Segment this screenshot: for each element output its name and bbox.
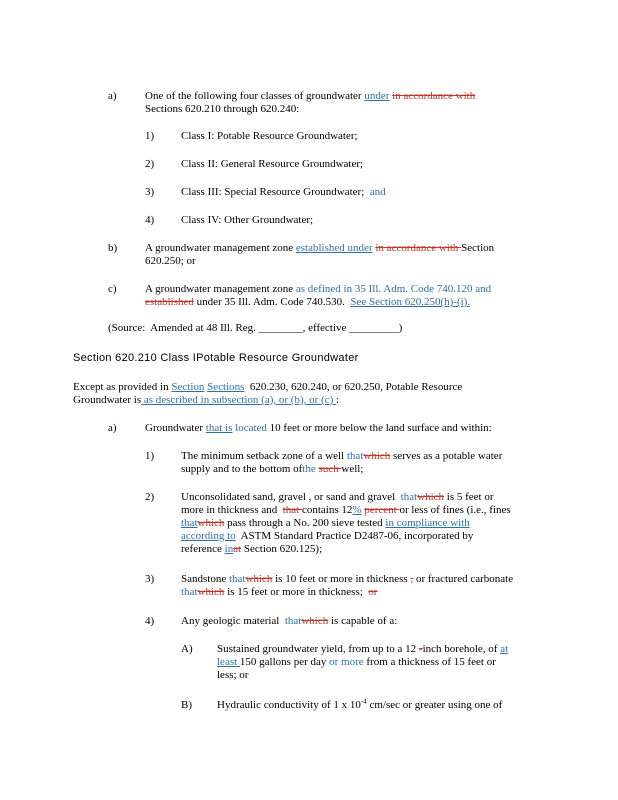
list-num: 3) [145,186,155,198]
section-heading [73,352,359,365]
deleted-text: that [282,504,302,516]
blank: _________ [349,322,399,334]
blank: ________ [258,322,303,334]
inserted-text: that is [205,422,233,434]
text: is capable of a: [328,615,398,627]
item-a-line2: Sections 620.210 through 620.240: [145,103,300,115]
text: ASTM Standard Practice D2487-06, incorporated by [235,530,474,542]
list-item-line [217,699,502,712]
text: A groundwater management zone [145,242,296,254]
inserted-text: that [400,491,418,503]
list-num: 1) [145,450,155,462]
inserted-text: as defined in 35 Ill. Adm. Code 740.120 and [295,283,492,295]
text: Class III: Special Resource Groundwater; [181,186,365,198]
inserted-text: and [364,186,386,198]
deleted-text: at [233,543,242,555]
heading-text: Section 620.210 Class I [73,352,197,364]
inserted-text: under [364,90,390,102]
text: contains 12 [301,504,353,516]
text: Groundwater [145,422,206,434]
text: 150 gallons per day [239,656,330,668]
text: or less of fines (i.e., fines [399,504,511,516]
text: inch borehole, of [422,643,501,655]
inserted-text: at [500,643,509,655]
inserted-link[interactable]: See Section 620.250(h)-(i). [350,296,471,308]
text: Sandstone [181,573,229,585]
inserted-text: that [346,450,364,462]
deleted-text: percent [364,504,400,516]
inserted-text: Section [171,381,205,393]
list-item-line [181,463,363,476]
text: 620.230, 620.240, or 620.250, Potable Resource [244,381,463,393]
inserted-text: Sections [207,381,245,393]
inserted-text: that [181,517,198,529]
list-item-line [181,504,511,517]
inserted-text: or more [329,656,364,668]
text: cm/sec or greater using one of [366,699,503,711]
list-item-line [217,656,496,669]
list-num: 2) [145,158,155,170]
inserted-text: least [217,656,240,668]
text: (Source: Amended at 48 Ill. Reg. [108,322,259,334]
text: reference [181,543,225,555]
list-item-line [181,450,502,463]
inserted-text: located [235,422,267,434]
deleted-text: in accordance with [392,90,476,102]
text: more in thickness and [181,504,283,516]
inserted-text: according to [181,530,236,542]
text: Section [461,242,495,254]
list-item-line [217,643,508,656]
deleted-text: such [318,463,342,475]
inserted-text: the [302,463,316,475]
text: The minimum setback zone of a well [181,450,347,462]
text: One of the following four classes of groundwater [145,90,365,102]
text: ) [398,322,403,334]
list-num: 2) [145,491,155,503]
deleted-text: established [145,296,194,308]
text: 10 feet or more below the land surface and within: [266,422,492,434]
list-num: 4) [145,615,155,627]
intro-line1 [73,381,462,394]
inserted-text: in compliance with [385,517,470,529]
text: A groundwater management zone [145,283,296,295]
text: supply and to the bottom of [181,463,303,475]
item-label-b: b) [108,242,118,254]
item-c-line2 [145,296,470,309]
list-item-line [181,530,473,543]
list-num: 3) [145,573,155,585]
list-item: Class I: Potable Resource Groundwater; [181,130,358,142]
deleted-text: which [417,491,445,503]
inserted-text: that [181,586,198,598]
inserted-text: that [228,573,246,585]
text: under 35 Ill. Adm. Code 740.530. [193,296,351,308]
item-label-a: a) [108,422,117,434]
deleted-text: which [245,573,273,585]
intro-line2 [73,394,339,407]
list-item [181,186,386,199]
text: is 5 feet or [444,491,494,503]
item-b-line1 [145,242,494,255]
deleted-text: - [418,643,423,655]
item-b-line2: 620.250; or [145,255,196,267]
list-item-line [181,491,494,504]
text: Groundwater is [73,394,142,406]
text: is 15 feet or more in thickness; [224,586,369,598]
list-num: 1) [145,130,155,142]
text: or fractured carbonate [413,573,514,585]
list-item-line [181,543,322,556]
deleted-text: which [197,586,225,598]
deleted-text: which [363,450,391,462]
list-item: Class II: General Resource Groundwater; [181,158,364,170]
text: serves as a potable water [390,450,503,462]
text: Hydraulic conductivity of 1 x 10 [217,699,361,711]
inserted-text: that [284,615,302,627]
item-label-a: a) [108,90,117,102]
list-item-line [181,615,397,628]
text: Any geologic material [181,615,285,627]
text: Sustained groundwater yield, from up to a 12 [217,643,419,655]
text: pass through a No. 200 sieve tested [224,517,386,529]
inserted-text: % [352,504,362,516]
inserted-text: in [224,543,234,555]
list-item-line [181,573,513,586]
sub-a-line1 [145,422,492,435]
superscript: -4 [360,697,367,706]
text: from a thickness of 15 feet or [363,656,496,668]
deleted-text: in accordance with [375,242,462,254]
text: , effective [302,322,350,334]
deleted-text: , [410,573,414,585]
list-num: A) [181,643,193,655]
deleted-text: or [368,586,378,598]
list-item-line: less; or [217,669,249,681]
inserted-text: as described in subsection (a), or (b), or (c) [141,394,336,406]
item-label-c: c) [108,283,117,295]
list-num: B) [181,699,192,711]
item-c-line1 [145,283,491,296]
heading-text: Potable Resource Groundwater [196,352,359,364]
list-item-line [181,586,377,599]
deleted-text: which [301,615,329,627]
text: well; [341,463,364,475]
text: Except as provided in [73,381,172,393]
list-num: 4) [145,214,155,226]
list-item-line [181,517,470,530]
inserted-text: established under [295,242,373,254]
text: Unconsolidated sand, gravel , or sand and gravel [181,491,401,503]
list-item: Class IV: Other Groundwater; [181,214,314,226]
deleted-text: which [197,517,225,529]
source-note [108,322,402,335]
text: Section 620.125); [241,543,323,555]
text: is 10 feet or more in thickness [272,573,411,585]
item-a-line1 [145,90,475,103]
text: : [336,394,340,406]
